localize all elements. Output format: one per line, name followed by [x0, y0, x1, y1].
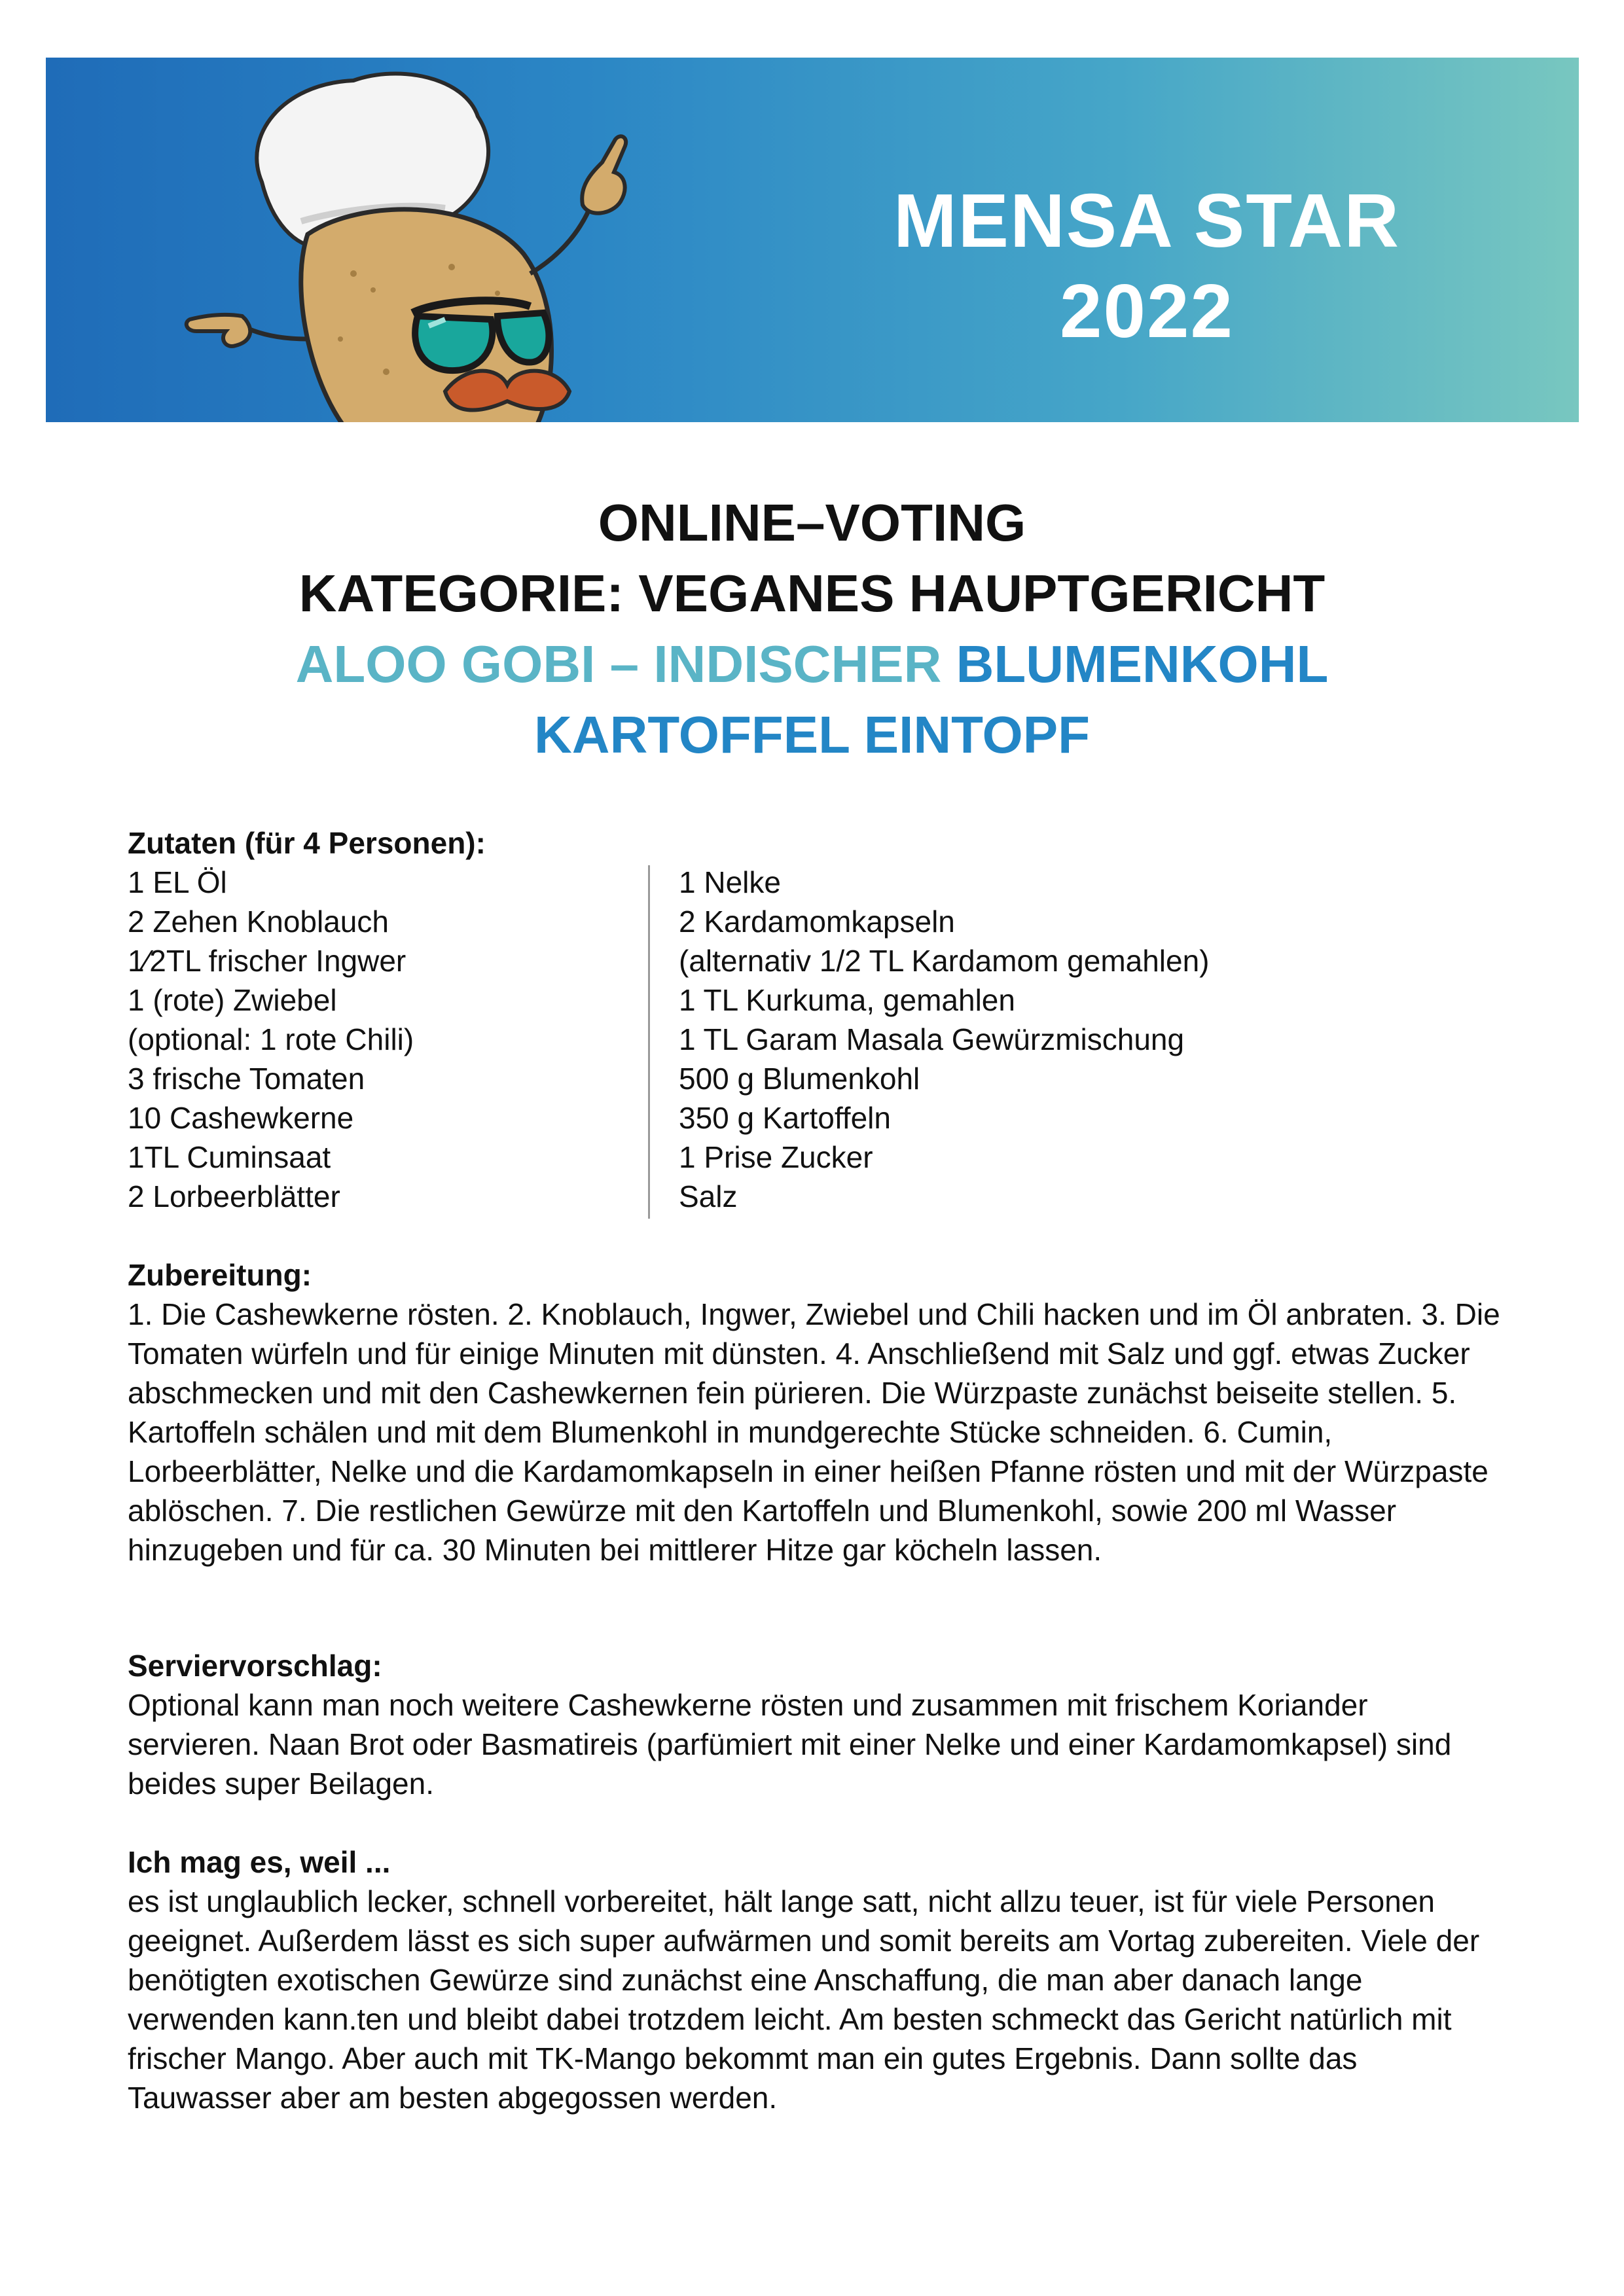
preparation-section	[128, 1255, 1502, 1570]
column-divider	[648, 865, 650, 1219]
page-headings	[0, 488, 1624, 770]
dish-title-part1: ALOO GOBI – INDISCHER	[295, 635, 956, 693]
ingredient-item: 1 (rote) Zwiebel	[128, 983, 337, 1017]
ingredients-title: Zutaten (für 4 Personen):	[128, 826, 486, 860]
dish-title-part2: BLUMENKOHL	[956, 635, 1329, 693]
ingredient-item: 3 frische Tomaten	[128, 1062, 365, 1096]
banner-title	[852, 175, 1441, 356]
reason-section	[128, 1842, 1502, 2117]
dish-title-line2: KARTOFFEL EINTOPF	[534, 706, 1090, 764]
heading-category: KATEGORIE: VEGANES HAUPTGERICHT	[298, 564, 1326, 622]
serving-text: Optional kann man noch weitere Cashewkerne rösten und zusammen mit frischem Koriander servieren. Naan Brot oder Basmatireis (parfümiert mit einer Nelke und einer Kardamomkapsel) sind beides super Beilagen.	[128, 1688, 1452, 1801]
serving-title: Serviervorschlag:	[128, 1649, 382, 1683]
ingredient-item: (optional: 1 rote Chili)	[128, 1022, 414, 1056]
ingredient-item: 1 TL Garam Masala Gewürzmischung	[679, 1022, 1185, 1056]
potato-chef-mascot	[46, 58, 831, 422]
ingredient-item: 1TL Cuminsaat	[128, 1140, 331, 1174]
ingredients-left-list	[128, 863, 414, 1216]
header-banner	[46, 58, 1579, 422]
ingredient-item: 2 Zehen Knoblauch	[128, 905, 389, 939]
preparation-title: Zubereitung:	[128, 1258, 312, 1292]
preparation-text: 1. Die Cashewkerne rösten. 2. Knoblauch, Ingwer, Zwiebel und Chili hacken und im Öl anbraten. 3. Die Tomaten würfeln und für einige Minuten mit dünsten. 4. Anschließend mit Salz und ggf. etwas Zucker abschmecken und mit den Cashewkernen fein pürieren. Die Würzpaste zunächst beiseite stellen. 5. Kartoffeln schälen und mit dem Blumenkohl in mundgerechte Stücke schneiden. 6. Cumin, Lorbeerblätter, Nelke und die Kardamomkapseln in einer heißen Pfanne rösten und mit der Würzpaste ablöschen. 7. Die restlichen Gewürze mit den Kartoffeln und Blumenkohl, sowie 200 ml Wasser hinzugeben und für ca. 30 Minuten bei mittlerer Hitze gar köcheln lassen.	[128, 1297, 1500, 1567]
ingredient-item: 10 Cashewkerne	[128, 1101, 354, 1135]
reason-title: Ich mag es, weil ...	[128, 1845, 391, 1879]
ingredients-section	[128, 823, 1502, 863]
ingredient-item: 1 EL Öl	[128, 865, 227, 899]
ingredient-item: 2 Kardamomkapseln	[679, 905, 955, 939]
ingredient-item: 2 Lorbeerblätter	[128, 1179, 340, 1213]
ingredients-right-list	[679, 863, 1210, 1216]
ingredient-item: 1 Prise Zucker	[679, 1140, 873, 1174]
ingredient-item: (alternativ 1/2 TL Kardamom gemahlen)	[679, 944, 1210, 978]
serving-section	[128, 1646, 1502, 1803]
banner-title-line2: 2022	[1059, 268, 1235, 353]
ingredient-item: 350 g Kartoffeln	[679, 1101, 891, 1135]
reason-text: es ist unglaublich lecker, schnell vorbereitet, hält lange satt, nicht allzu teuer, ist für viele Personen geeignet. Außerdem lässt es sich super aufwärmen und somit bereits am Vortag zubereiten. Viele der benötigten exotischen Gewürze sind zunächst eine Anschaffung, die man aber danach lange verwenden kann.ten und bleibt dabei trotzdem leicht. Am besten schmeckt das Gericht natürlich mit frischer Mango. Aber auch mit TK-Mango bekommt man ein gutes Ergebnis. Dann sollte das Tauwasser aber am besten abgegossen werden.	[128, 1884, 1480, 2115]
banner-title-line1: MENSA STAR	[893, 178, 1400, 263]
ingredient-item: 1⁄2TL frischer Ingwer	[128, 944, 406, 978]
ingredient-item: Salz	[679, 1179, 738, 1213]
ingredient-item: 1 Nelke	[679, 865, 781, 899]
ingredient-item: 1 TL Kurkuma, gemahlen	[679, 983, 1015, 1017]
ingredient-item: 500 g Blumenkohl	[679, 1062, 920, 1096]
dish-title-line1	[0, 629, 1624, 700]
heading-online-voting: ONLINE–VOTING	[598, 493, 1026, 552]
